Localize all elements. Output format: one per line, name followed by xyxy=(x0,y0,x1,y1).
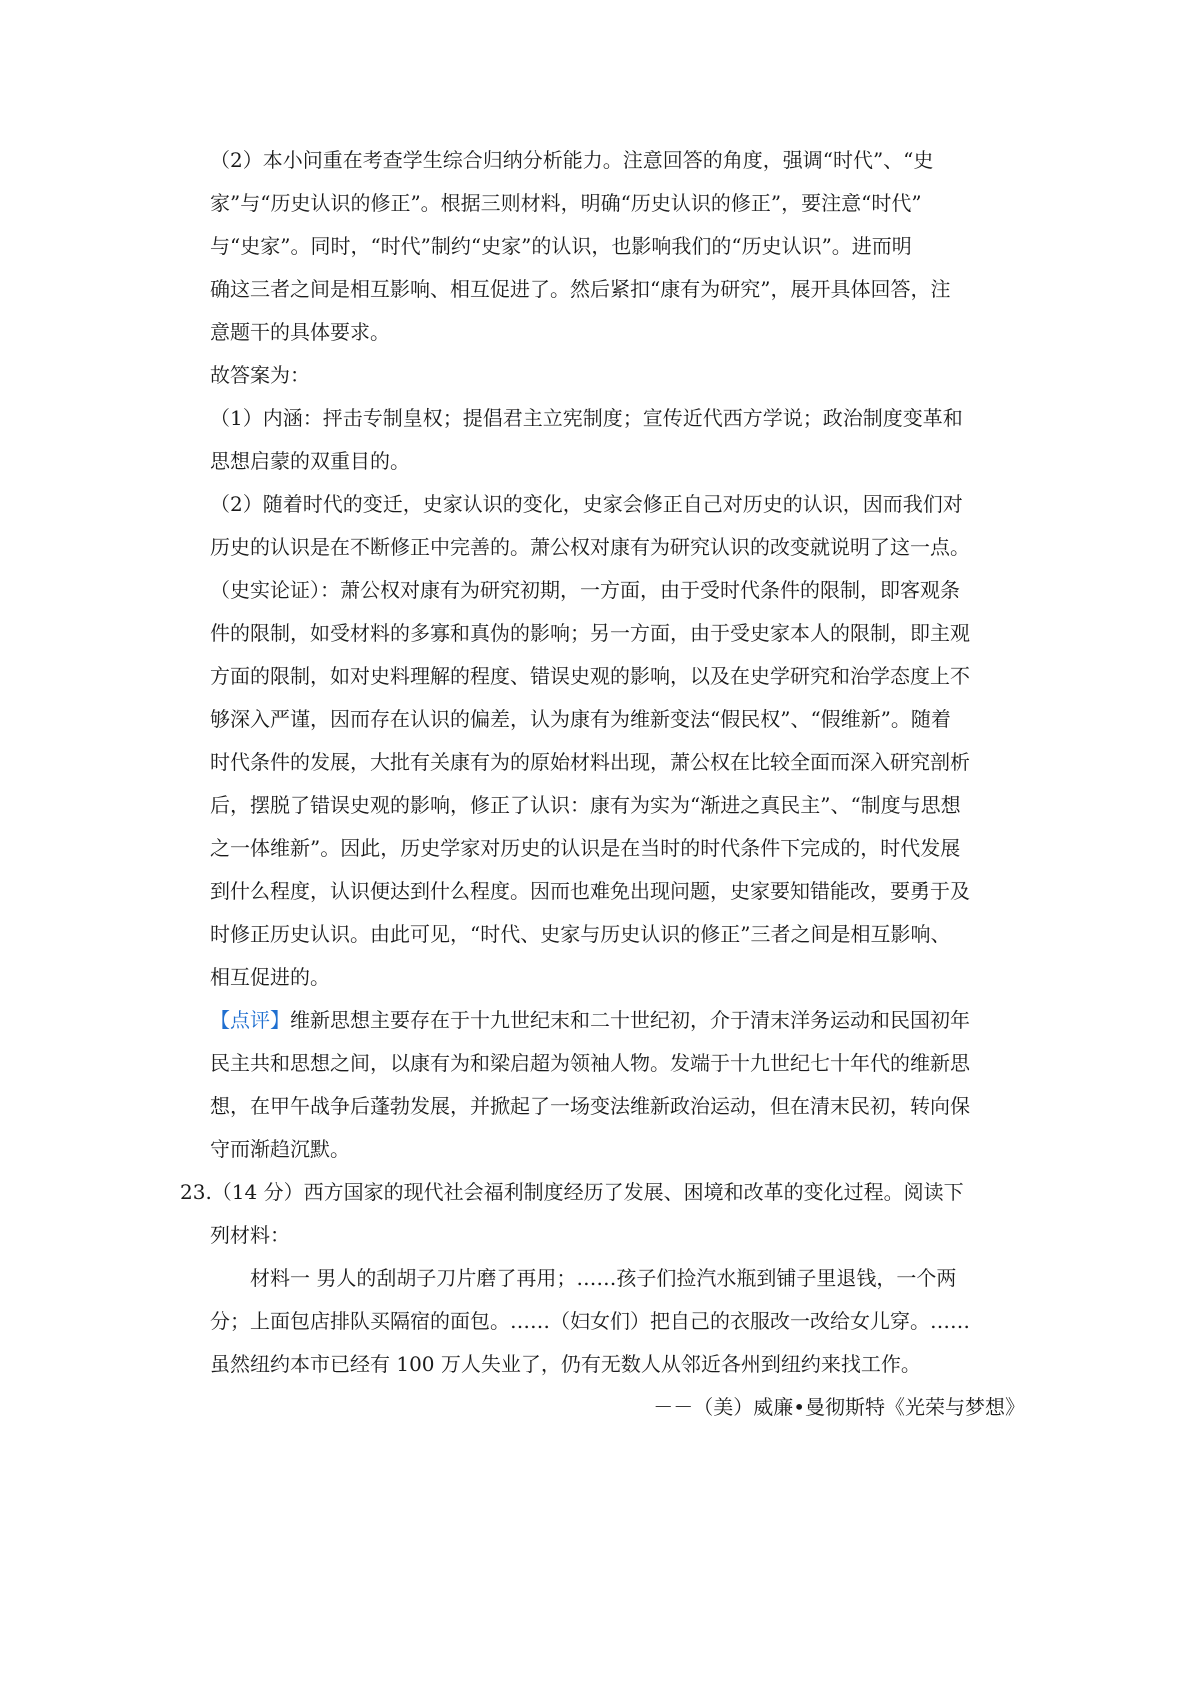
answer-line: 够深入严谨，因而存在认识的偏差，认为康有为维新变法“假民权”、“假维新”。随着 xyxy=(210,707,951,731)
material-1-line: 分；上面包店排队买隔宿的面包。……（妇女们）把自己的衣服改一改给女儿穿。…… xyxy=(210,1309,970,1333)
answer-line: 相互促进的。 xyxy=(210,965,330,989)
answer-line: （史实论证）：萧公权对康有为研究初期，一方面，由于受时代条件的限制，即客观条 xyxy=(210,578,960,602)
answer-intro: 故答案为： xyxy=(210,363,310,387)
analysis-line: 意题干的具体要求。 xyxy=(210,320,390,344)
answer-line: 方面的限制，如对史料理解的程度、错误史观的影响，以及在史学研究和治学态度上不 xyxy=(210,664,970,688)
answer-line: 历史的认识是在不断修正中完善的。萧公权对康有为研究认识的改变就说明了这一点。 xyxy=(210,535,970,559)
answer-line: 思想启蒙的双重目的。 xyxy=(210,449,410,473)
question-23-stem: 23.（14 分）西方国家的现代社会福利制度经历了发展、困境和改革的变化过程。阅读下 xyxy=(180,1180,964,1204)
answer-line: 后，摆脱了错误史观的影响，修正了认识：康有为实为“渐进之真民主”、“制度与思想 xyxy=(210,793,961,817)
answer-line: 时代条件的发展，大批有关康有为的原始材料出现，萧公权在比较全面而深入研究剖析 xyxy=(210,750,970,774)
material-1-source: －－（美）威廉•曼彻斯特《光荣与梦想》 xyxy=(653,1395,1025,1419)
analysis-line: 与“史家”。同时，“时代”制约“史家”的认识，也影响我们的“历史认识”。进而明 xyxy=(210,234,912,258)
comment-line: 民主共和思想之间，以康有为和梁启超为领袖人物。发端于十九世纪七十年代的维新思 xyxy=(210,1051,970,1075)
question-23-stem-cont: 列材料： xyxy=(210,1223,290,1247)
comment-line: 想，在甲午战争后蓬勃发展，并掀起了一场变法维新政治运动，但在清末民初，转向保 xyxy=(210,1094,970,1118)
analysis-line: 确这三者之间是相互影响、相互促进了。然后紧扣“康有为研究”，展开具体回答，注 xyxy=(210,277,951,301)
comment-tag: 【点评】 xyxy=(210,1008,290,1032)
comment-line: 守而渐趋沉默。 xyxy=(210,1137,350,1161)
answer-line: 之一体维新”。因此，历史学家对历史的认识是在当时的时代条件下完成的，时代发展 xyxy=(210,836,961,860)
answer-line: 时修正历史认识。由此可见，“时代、史家与历史认识的修正”三者之间是相互影响、 xyxy=(210,922,951,946)
comment-text: 维新思想主要存在于十九世纪末和二十世纪初，介于清末洋务运动和民国初年 xyxy=(290,1008,970,1032)
analysis-line: 家”与“历史认识的修正”。根据三则材料，明确“历史认识的修正”，要注意“时代” xyxy=(210,191,922,215)
answer-line: 到什么程度，认识便达到什么程度。因而也难免出现问题，史家要知错能改，要勇于及 xyxy=(210,879,970,903)
comment-first-line xyxy=(210,1006,970,1034)
material-1-line: 材料一 男人的刮胡子刀片磨了再用；……孩子们捡汽水瓶到铺子里退钱，一个两 xyxy=(250,1266,957,1290)
material-1-line: 虽然纽约本市已经有 100 万人失业了，仍有无数人从邻近各州到纽约来找工作。 xyxy=(210,1352,921,1376)
answer-line: （2）随着时代的变迁，史家认识的变化，史家会修正自己对历史的认识，因而我们对 xyxy=(210,492,963,516)
analysis-line: （2）本小问重在考查学生综合归纳分析能力。注意回答的角度，强调“时代”、“史 xyxy=(210,148,934,172)
answer-line: 件的限制，如受材料的多寡和真伪的影响；另一方面，由于受史家本人的限制，即主观 xyxy=(210,621,970,645)
answer-line: （1）内涵：抨击专制皇权；提倡君主立宪制度；宣传近代西方学说；政治制度变革和 xyxy=(210,406,963,430)
